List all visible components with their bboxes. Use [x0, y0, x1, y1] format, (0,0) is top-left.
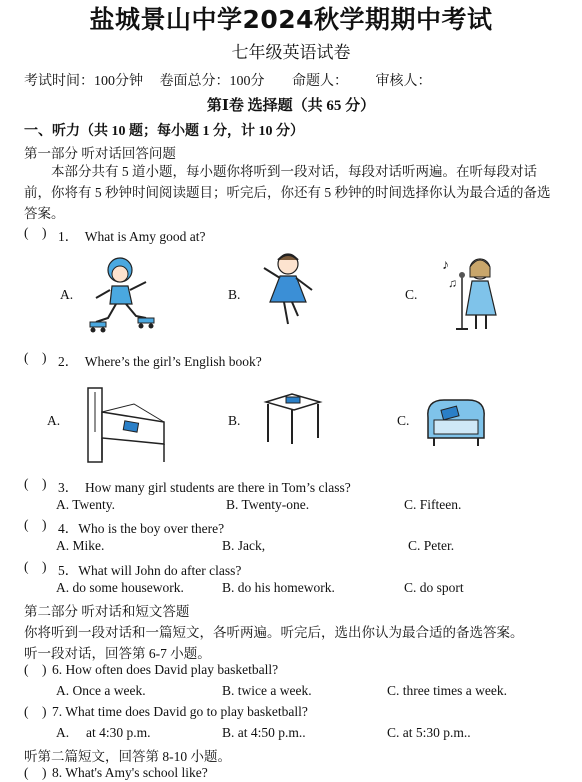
q1-option-c: C.	[405, 287, 418, 302]
q4-option-a: A. Mike.	[56, 538, 105, 553]
q6-option-c: C. three times a week.	[387, 683, 507, 698]
q5-bracket: ( )	[24, 559, 47, 574]
q8-bracket: ( )	[24, 765, 47, 780]
q4-option-c: C. Peter.	[408, 538, 455, 553]
q5-option-c: C. do sport	[404, 580, 464, 595]
q4-bracket: ( )	[24, 517, 47, 532]
q7-text: 7. What time does David go to play basketball?	[52, 704, 308, 719]
q6-text: 6. How often does David play basketball?	[52, 662, 279, 677]
q8-text: 8. What's Amy's school like?	[52, 765, 208, 780]
passage-intro: 听第二篇短文，回答第 8-10 小题。	[24, 749, 231, 764]
exam-subtitle: 七年级英语试卷	[231, 43, 351, 62]
q4-text: 4．Who is the boy over there?	[58, 521, 225, 536]
part2-instructions: 你将听到一段对话和一篇短文，各听两遍。听完后，选出你认为最合适的备选答案。	[24, 625, 524, 640]
part1-instructions: 本部分共有 5 道小题，每小题你将听到一段对话，每段对话听两遍。在听每段对话前，你将有 5 秒钟时间阅读题目；听完后，你还有 5 秒钟的时间选择你认为最合适的备选答案。	[24, 164, 551, 221]
q1-text: 1． What is Amy good at?	[58, 229, 206, 244]
q2-option-b: B.	[228, 413, 241, 428]
section-heading: 第Ⅰ卷 选择题（共 65 分）	[206, 98, 376, 114]
book-on-desk-image	[262, 390, 324, 446]
part2-subheading: 第二部分 听对话和短文答题	[24, 604, 190, 619]
q1-option-b: B.	[228, 287, 241, 302]
exam-meta: 考试时间：100分钟 卷面总分：100分 命题人： 审核人：	[24, 74, 432, 89]
q1-bracket: ( )	[24, 225, 47, 240]
svg-text:♪: ♪	[442, 258, 449, 273]
q2-bracket: ( )	[24, 350, 47, 365]
q6-bracket: ( )	[24, 662, 47, 677]
part1-subheading: 第一部分 听对话回答问题	[24, 146, 176, 161]
q4-option-b: B. Jack,	[222, 538, 266, 553]
dancing-girl-image	[258, 250, 318, 332]
q7-option-c: C. at 5:30 p.m..	[387, 725, 471, 740]
q7-option-b: B. at 4:50 p.m..	[222, 725, 306, 740]
q6-option-a: A. Once a week.	[56, 683, 146, 698]
book-on-bed-image	[84, 382, 168, 466]
q5-option-b: B. do his homework.	[222, 580, 335, 595]
listening-heading: 一、听力（共 10 题；每小题 1 分，计 10 分）	[24, 124, 304, 139]
q6-option-b: B. twice a week.	[222, 683, 312, 698]
q3-option-c: C. Fifteen.	[404, 497, 462, 512]
roller-skating-girl-image	[86, 252, 156, 334]
q7-option-a: A. at 4:30 p.m.	[56, 725, 151, 740]
q1-option-a: A.	[60, 287, 74, 302]
q3-option-a: A. Twenty.	[56, 497, 116, 512]
q5-text: 5．What will John do after class?	[58, 563, 242, 578]
book-on-sofa-image	[424, 390, 488, 450]
q7-bracket: ( )	[24, 704, 47, 719]
q5-option-a: A. do some housework.	[56, 580, 184, 595]
q3-bracket: ( )	[24, 476, 47, 491]
q2-text: 2． Where’s the girl’s English book?	[58, 354, 262, 369]
dialogue-intro: 听一段对话，回答第 6-7 小题。	[24, 646, 211, 661]
exam-title: 盐城景山中学2024秋学期期中考试	[89, 5, 493, 34]
singing-girl-image	[440, 255, 502, 333]
q2-option-c: C.	[397, 413, 410, 428]
svg-text:♫: ♫	[448, 276, 457, 290]
q2-option-a: A.	[47, 413, 61, 428]
q3-text: 3． How many girl students are there in Tom’s class?	[58, 480, 351, 495]
q3-option-b: B. Twenty-one.	[226, 497, 310, 512]
